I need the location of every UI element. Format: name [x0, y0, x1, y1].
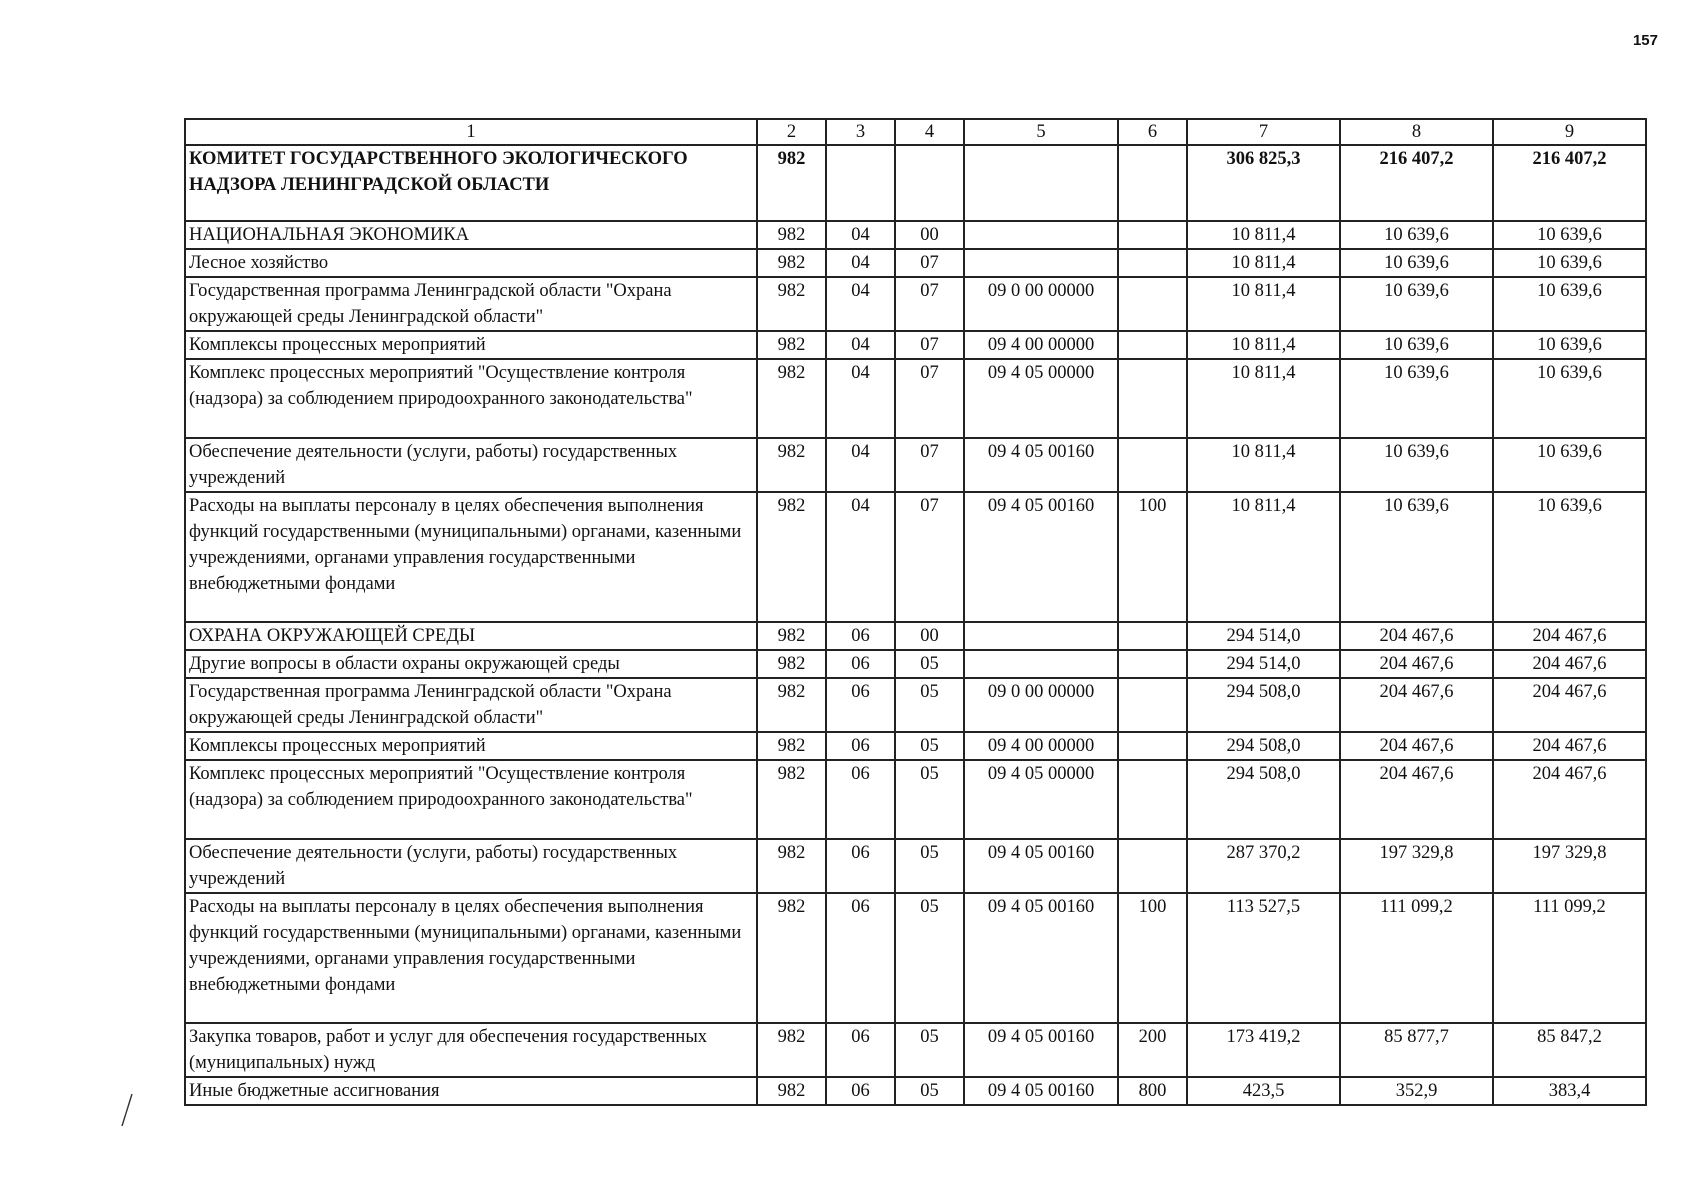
cell-expense-type	[1118, 650, 1187, 678]
cell-amount-year-1: 173 419,2	[1187, 1023, 1340, 1077]
table-row	[185, 1023, 1646, 1077]
cell-section-code: 04	[826, 492, 895, 622]
table-row	[185, 760, 1646, 839]
cell-amount-year-2: 204 467,6	[1340, 732, 1493, 760]
cell-expense-type	[1118, 331, 1187, 359]
cell-target-article	[964, 221, 1118, 249]
cell-expense-type	[1118, 760, 1187, 839]
cell-section-code: 04	[826, 438, 895, 492]
cell-chapter-code: 982	[757, 331, 826, 359]
cell-section-code: 04	[826, 249, 895, 277]
cell-amount-year-2: 216 407,2	[1340, 145, 1493, 221]
cell-target-article	[964, 249, 1118, 277]
table-row	[185, 331, 1646, 359]
cell-amount-year-2: 10 639,6	[1340, 249, 1493, 277]
cell-subsection-code: 00	[895, 221, 964, 249]
cell-amount-year-2: 352,9	[1340, 1077, 1493, 1105]
cell-amount-year-1: 10 811,4	[1187, 221, 1340, 249]
cell-name: Иные бюджетные ассигнования	[185, 1077, 757, 1105]
cell-section-code: 06	[826, 732, 895, 760]
cell-chapter-code: 982	[757, 1023, 826, 1077]
table-row	[185, 1077, 1646, 1105]
cell-expense-type	[1118, 438, 1187, 492]
cell-expense-type	[1118, 249, 1187, 277]
header-cell-col-6: 6	[1118, 119, 1187, 145]
cell-expense-type	[1118, 622, 1187, 650]
cell-expense-type	[1118, 277, 1187, 331]
cell-chapter-code: 982	[757, 438, 826, 492]
cell-amount-year-2: 10 639,6	[1340, 331, 1493, 359]
cell-amount-year-2: 204 467,6	[1340, 622, 1493, 650]
cell-subsection-code	[895, 145, 964, 221]
cell-name: Лесное хозяйство	[185, 249, 757, 277]
cell-section-code: 06	[826, 839, 895, 893]
cell-subsection-code: 05	[895, 678, 964, 732]
cell-amount-year-3: 10 639,6	[1493, 492, 1646, 622]
cell-amount-year-1: 423,5	[1187, 1077, 1340, 1105]
cell-expense-type	[1118, 839, 1187, 893]
cell-amount-year-2: 10 639,6	[1340, 492, 1493, 622]
cell-target-article: 09 4 05 00160	[964, 438, 1118, 492]
cell-target-article: 09 4 05 00000	[964, 760, 1118, 839]
cell-name: Комплекс процессных мероприятий "Осуществление контроля (надзора) за соблюдением природоохранного законодательства"	[185, 359, 757, 438]
cell-target-article: 09 4 05 00160	[964, 839, 1118, 893]
cell-subsection-code: 05	[895, 1023, 964, 1077]
cell-subsection-code: 07	[895, 492, 964, 622]
cell-amount-year-2: 111 099,2	[1340, 893, 1493, 1023]
cell-amount-year-2: 204 467,6	[1340, 650, 1493, 678]
cell-section-code: 04	[826, 359, 895, 438]
table-row	[185, 622, 1646, 650]
cell-expense-type: 100	[1118, 893, 1187, 1023]
cell-amount-year-3: 204 467,6	[1493, 760, 1646, 839]
cell-section-code: 04	[826, 331, 895, 359]
cell-section-code: 04	[826, 277, 895, 331]
header-cell-col-8: 8	[1340, 119, 1493, 145]
cell-amount-year-1: 294 508,0	[1187, 732, 1340, 760]
cell-amount-year-3: 85 847,2	[1493, 1023, 1646, 1077]
cell-expense-type	[1118, 221, 1187, 249]
cell-amount-year-1: 10 811,4	[1187, 331, 1340, 359]
cell-amount-year-2: 10 639,6	[1340, 359, 1493, 438]
header-cell-col-2: 2	[757, 119, 826, 145]
cell-chapter-code: 982	[757, 732, 826, 760]
header-cell-col-3: 3	[826, 119, 895, 145]
cell-name: Обеспечение деятельности (услуги, работы) государственных учреждений	[185, 839, 757, 893]
cell-name: Расходы на выплаты персоналу в целях обеспечения выполнения функций государственными (муниципальными) органами, казенными учреждениями, органами управления государственными внебюджетными фондами	[185, 492, 757, 622]
table-row	[185, 678, 1646, 732]
cell-name: Комплексы процессных мероприятий	[185, 331, 757, 359]
header-cell-col-9: 9	[1493, 119, 1646, 145]
cell-subsection-code: 07	[895, 359, 964, 438]
cell-chapter-code: 982	[757, 1077, 826, 1105]
cell-target-article	[964, 650, 1118, 678]
cell-amount-year-1: 306 825,3	[1187, 145, 1340, 221]
cell-amount-year-2: 10 639,6	[1340, 438, 1493, 492]
cell-chapter-code: 982	[757, 622, 826, 650]
cell-subsection-code: 07	[895, 331, 964, 359]
cell-chapter-code: 982	[757, 678, 826, 732]
pen-stroke-mark	[118, 1092, 138, 1132]
cell-amount-year-1: 294 514,0	[1187, 650, 1340, 678]
cell-name: Обеспечение деятельности (услуги, работы) государственных учреждений	[185, 438, 757, 492]
cell-amount-year-1: 10 811,4	[1187, 492, 1340, 622]
cell-chapter-code: 982	[757, 650, 826, 678]
cell-amount-year-1: 10 811,4	[1187, 277, 1340, 331]
cell-subsection-code: 05	[895, 1077, 964, 1105]
cell-amount-year-3: 204 467,6	[1493, 622, 1646, 650]
cell-amount-year-3: 216 407,2	[1493, 145, 1646, 221]
table-row	[185, 492, 1646, 622]
cell-chapter-code: 982	[757, 492, 826, 622]
header-cell-col-1: 1	[185, 119, 757, 145]
cell-target-article	[964, 622, 1118, 650]
table-row	[185, 650, 1646, 678]
cell-name: КОМИТЕТ ГОСУДАРСТВЕННОГО ЭКОЛОГИЧЕСКОГО НАДЗОРА ЛЕНИНГРАДСКОЙ ОБЛАСТИ	[185, 145, 757, 221]
header-cell-col-7: 7	[1187, 119, 1340, 145]
cell-subsection-code: 05	[895, 650, 964, 678]
cell-amount-year-3: 10 639,6	[1493, 277, 1646, 331]
cell-amount-year-3: 10 639,6	[1493, 221, 1646, 249]
cell-section-code: 06	[826, 760, 895, 839]
header-cell-col-5: 5	[964, 119, 1118, 145]
cell-amount-year-2: 85 877,7	[1340, 1023, 1493, 1077]
table-row	[185, 277, 1646, 331]
cell-amount-year-1: 287 370,2	[1187, 839, 1340, 893]
cell-section-code: 06	[826, 678, 895, 732]
cell-section-code: 06	[826, 1077, 895, 1105]
cell-chapter-code: 982	[757, 277, 826, 331]
cell-amount-year-2: 204 467,6	[1340, 760, 1493, 839]
cell-amount-year-2: 10 639,6	[1340, 221, 1493, 249]
table-row	[185, 893, 1646, 1023]
cell-expense-type	[1118, 732, 1187, 760]
cell-amount-year-2: 10 639,6	[1340, 277, 1493, 331]
cell-chapter-code: 982	[757, 359, 826, 438]
cell-chapter-code: 982	[757, 839, 826, 893]
cell-chapter-code: 982	[757, 760, 826, 839]
cell-amount-year-1: 10 811,4	[1187, 438, 1340, 492]
cell-target-article: 09 4 05 00000	[964, 359, 1118, 438]
cell-target-article	[964, 145, 1118, 221]
cell-subsection-code: 05	[895, 839, 964, 893]
cell-amount-year-3: 10 639,6	[1493, 249, 1646, 277]
table-row	[185, 249, 1646, 277]
cell-section-code: 04	[826, 221, 895, 249]
cell-subsection-code: 07	[895, 438, 964, 492]
cell-subsection-code: 07	[895, 249, 964, 277]
table-row	[185, 145, 1646, 221]
cell-name: Закупка товаров, работ и услуг для обеспечения государственных (муниципальных) нужд	[185, 1023, 757, 1077]
cell-amount-year-1: 294 514,0	[1187, 622, 1340, 650]
cell-amount-year-3: 383,4	[1493, 1077, 1646, 1105]
cell-chapter-code: 982	[757, 249, 826, 277]
cell-expense-type: 200	[1118, 1023, 1187, 1077]
cell-section-code	[826, 145, 895, 221]
cell-chapter-code: 982	[757, 893, 826, 1023]
cell-amount-year-1: 294 508,0	[1187, 678, 1340, 732]
table-row	[185, 359, 1646, 438]
table-body	[185, 119, 1646, 1105]
cell-section-code: 06	[826, 622, 895, 650]
cell-expense-type: 100	[1118, 492, 1187, 622]
cell-target-article: 09 4 05 00160	[964, 492, 1118, 622]
cell-name: Расходы на выплаты персоналу в целях обеспечения выполнения функций государственными (муниципальными) органами, казенными учреждениями, органами управления государственными внебюджетными фондами	[185, 893, 757, 1023]
cell-name: Комплексы процессных мероприятий	[185, 732, 757, 760]
cell-section-code: 06	[826, 650, 895, 678]
cell-subsection-code: 05	[895, 760, 964, 839]
cell-chapter-code: 982	[757, 221, 826, 249]
table-row	[185, 221, 1646, 249]
cell-name: Комплекс процессных мероприятий "Осуществление контроля (надзора) за соблюдением природоохранного законодательства"	[185, 760, 757, 839]
cell-amount-year-3: 204 467,6	[1493, 678, 1646, 732]
cell-amount-year-1: 294 508,0	[1187, 760, 1340, 839]
cell-target-article: 09 0 00 00000	[964, 678, 1118, 732]
cell-target-article: 09 4 05 00160	[964, 1077, 1118, 1105]
cell-amount-year-1: 10 811,4	[1187, 249, 1340, 277]
header-row	[185, 119, 1646, 145]
cell-amount-year-3: 10 639,6	[1493, 438, 1646, 492]
cell-chapter-code: 982	[757, 145, 826, 221]
cell-expense-type	[1118, 678, 1187, 732]
cell-target-article: 09 0 00 00000	[964, 277, 1118, 331]
table-row	[185, 438, 1646, 492]
cell-subsection-code: 05	[895, 732, 964, 760]
cell-name: НАЦИОНАЛЬНАЯ ЭКОНОМИКА	[185, 221, 757, 249]
cell-expense-type	[1118, 359, 1187, 438]
cell-target-article: 09 4 00 00000	[964, 732, 1118, 760]
budget-table	[184, 118, 1647, 1106]
cell-target-article: 09 4 00 00000	[964, 331, 1118, 359]
cell-target-article: 09 4 05 00160	[964, 1023, 1118, 1077]
cell-section-code: 06	[826, 1023, 895, 1077]
cell-amount-year-3: 204 467,6	[1493, 732, 1646, 760]
cell-amount-year-3: 10 639,6	[1493, 359, 1646, 438]
cell-amount-year-3: 197 329,8	[1493, 839, 1646, 893]
page-number: 157	[1632, 32, 1658, 49]
cell-name: Другие вопросы в области охраны окружающей среды	[185, 650, 757, 678]
cell-amount-year-1: 10 811,4	[1187, 359, 1340, 438]
header-cell-col-4: 4	[895, 119, 964, 145]
cell-subsection-code: 07	[895, 277, 964, 331]
cell-amount-year-3: 111 099,2	[1493, 893, 1646, 1023]
cell-name: Государственная программа Ленинградской области "Охрана окружающей среды Ленинградской области"	[185, 277, 757, 331]
cell-name: ОХРАНА ОКРУЖАЮЩЕЙ СРЕДЫ	[185, 622, 757, 650]
cell-section-code: 06	[826, 893, 895, 1023]
cell-amount-year-3: 10 639,6	[1493, 331, 1646, 359]
cell-amount-year-3: 204 467,6	[1493, 650, 1646, 678]
table-row	[185, 839, 1646, 893]
cell-amount-year-2: 204 467,6	[1340, 678, 1493, 732]
cell-subsection-code: 05	[895, 893, 964, 1023]
cell-target-article: 09 4 05 00160	[964, 893, 1118, 1023]
cell-amount-year-2: 197 329,8	[1340, 839, 1493, 893]
cell-expense-type	[1118, 145, 1187, 221]
table-row	[185, 732, 1646, 760]
cell-expense-type: 800	[1118, 1077, 1187, 1105]
cell-amount-year-1: 113 527,5	[1187, 893, 1340, 1023]
cell-subsection-code: 00	[895, 622, 964, 650]
cell-name: Государственная программа Ленинградской области "Охрана окружающей среды Ленинградской области"	[185, 678, 757, 732]
